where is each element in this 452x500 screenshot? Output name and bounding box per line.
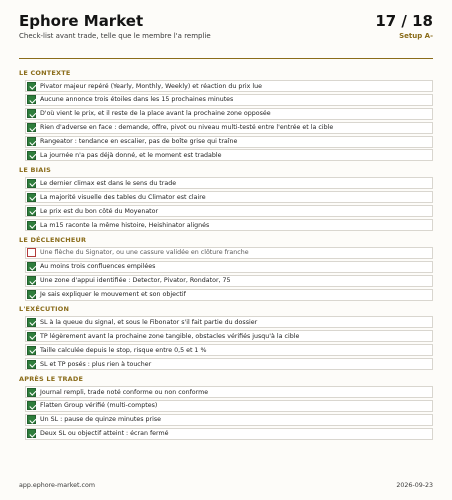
checklist-item-label: Flatten Group vérifié (multi-comptes) bbox=[40, 402, 158, 410]
checklist-item-label: La m15 raconte la même histoire, Heishinator alignés bbox=[40, 221, 210, 229]
footer-url: app.ephore-market.com bbox=[19, 482, 95, 489]
checklist-item-label: Deux SL ou objectif atteint : écran fermé bbox=[40, 430, 169, 438]
checkbox-checked-icon[interactable] bbox=[27, 221, 36, 230]
checkbox-checked-icon[interactable] bbox=[27, 123, 36, 132]
checkbox-checked-icon[interactable] bbox=[27, 360, 36, 369]
checkbox-checked-icon[interactable] bbox=[27, 401, 36, 410]
checklist-item[interactable] bbox=[25, 94, 433, 106]
checklist-item[interactable] bbox=[25, 136, 433, 148]
app-title: Ephore Market bbox=[19, 12, 144, 30]
page-subtitle: Check-list avant trade, telle que le membre l'a remplie bbox=[19, 32, 211, 40]
checkbox-checked-icon[interactable] bbox=[27, 137, 36, 146]
checkbox-checked-icon[interactable] bbox=[27, 332, 36, 341]
checklist-item[interactable] bbox=[25, 386, 433, 398]
checklist-item[interactable] bbox=[25, 205, 433, 217]
section-title: LE DÉCLENCHEUR bbox=[19, 235, 87, 244]
checklist-item-label: Le prix est du bon côté du Moyenator bbox=[40, 207, 159, 215]
checklist-item-label: SL à la queue du signal, et sous le Fibonator s'il fait partie du dossier bbox=[40, 318, 258, 326]
header-divider bbox=[19, 58, 433, 59]
checklist-item[interactable] bbox=[25, 122, 433, 134]
checklist-item[interactable] bbox=[25, 400, 433, 412]
checklist-item[interactable] bbox=[25, 428, 433, 440]
checkbox-checked-icon[interactable] bbox=[27, 82, 36, 91]
score-counter: 17 / 18 bbox=[375, 12, 433, 30]
checklist-item-label: Je sais expliquer le mouvement et son objectif bbox=[40, 291, 186, 299]
checkbox-checked-icon[interactable] bbox=[27, 429, 36, 438]
checkbox-checked-icon[interactable] bbox=[27, 276, 36, 285]
checkbox-checked-icon[interactable] bbox=[27, 290, 36, 299]
checklist-item-label: TP légèrement avant la prochaine zone tangible, obstacles vérifiés jusqu'à la cible bbox=[40, 332, 300, 340]
checklist-item[interactable] bbox=[25, 261, 433, 273]
checklist-item-label: Une flèche du Signator, ou une cassure validée en clôture franche bbox=[40, 249, 249, 257]
checklist-item[interactable] bbox=[25, 316, 433, 328]
checklist-item-label: Rien d'adverse en face : demande, offre, pivot ou niveau multi-testé entre l'entrée et la cible bbox=[40, 124, 334, 132]
checklist-item[interactable] bbox=[25, 80, 433, 92]
checklist-item[interactable] bbox=[25, 344, 433, 356]
checklist-item[interactable] bbox=[25, 177, 433, 189]
checkbox-checked-icon[interactable] bbox=[27, 193, 36, 202]
checklist-content bbox=[19, 66, 433, 442]
setup-grade-badge: Setup A- bbox=[399, 32, 433, 40]
checklist-item-label: Journal rempli, trade noté conforme ou non conforme bbox=[40, 388, 209, 396]
checklist-item-label: La journée n'a pas déjà donné, et le moment est tradable bbox=[40, 151, 222, 159]
checklist-item-label: Taille calculée depuis le stop, risque entre 0,5 et 1 % bbox=[40, 346, 207, 354]
checklist-section bbox=[19, 233, 433, 301]
checklist-section bbox=[19, 302, 433, 370]
checklist-item-label: D'où vient le prix, et il reste de la place avant la prochaine zone opposée bbox=[40, 110, 271, 118]
checkbox-checked-icon[interactable] bbox=[27, 318, 36, 327]
checkbox-checked-icon[interactable] bbox=[27, 415, 36, 424]
checklist-item-label: Pivator majeur repéré (Yearly, Monthly, Weekly) et réaction du prix lue bbox=[40, 82, 263, 90]
checkbox-checked-icon[interactable] bbox=[27, 109, 36, 118]
checklist-item-label: SL et TP posés : plus rien à toucher bbox=[40, 360, 152, 368]
section-title: APRÈS LE TRADE bbox=[19, 375, 84, 384]
checklist-section bbox=[19, 163, 433, 231]
section-title: L'EXÉCUTION bbox=[19, 305, 70, 314]
checkbox-checked-icon[interactable] bbox=[27, 388, 36, 397]
checkbox-checked-icon[interactable] bbox=[27, 207, 36, 216]
checklist-item[interactable] bbox=[25, 330, 433, 342]
checklist-item-label: La majorité visuelle des tables du Climator est claire bbox=[40, 193, 206, 201]
checklist-item[interactable] bbox=[25, 358, 433, 370]
checklist-item-label: Aucune annonce trois étoiles dans les 15 prochaines minutes bbox=[40, 96, 234, 104]
checklist-item-label: Rangeator : tendance en escalier, pas de boîte grise qui traîne bbox=[40, 138, 238, 146]
checkbox-checked-icon[interactable] bbox=[27, 95, 36, 104]
section-title: LE BIAIS bbox=[19, 166, 51, 175]
checklist-section bbox=[19, 372, 433, 440]
footer-date: 2026-09-23 bbox=[396, 482, 433, 489]
checklist-item[interactable] bbox=[25, 247, 433, 259]
checklist-item[interactable] bbox=[25, 289, 433, 301]
header bbox=[19, 12, 433, 62]
checklist-item-label: Une zone d'appui identifiée : Detector, Pivator, Rondator, 75 bbox=[40, 277, 231, 285]
checklist-item[interactable] bbox=[25, 108, 433, 120]
section-title: LE CONTEXTE bbox=[19, 69, 71, 77]
checkbox-checked-icon[interactable] bbox=[27, 262, 36, 271]
checklist-item[interactable] bbox=[25, 219, 433, 231]
checklist-item-label: Le dernier climax est dans le sens du trade bbox=[40, 179, 177, 187]
checklist-item[interactable] bbox=[25, 275, 433, 287]
checklist-item-label: Au moins trois confluences empilées bbox=[40, 263, 156, 271]
checklist-item[interactable] bbox=[25, 149, 433, 161]
checkbox-checked-icon[interactable] bbox=[27, 346, 36, 355]
checkbox-unchecked-icon[interactable] bbox=[27, 248, 36, 257]
checklist-item[interactable] bbox=[25, 191, 433, 203]
checklist-section bbox=[19, 66, 433, 161]
checklist-item[interactable] bbox=[25, 414, 433, 426]
checkbox-checked-icon[interactable] bbox=[27, 179, 36, 188]
checkbox-checked-icon[interactable] bbox=[27, 151, 36, 160]
checklist-item-label: Un SL : pause de quinze minutes prise bbox=[40, 416, 161, 424]
